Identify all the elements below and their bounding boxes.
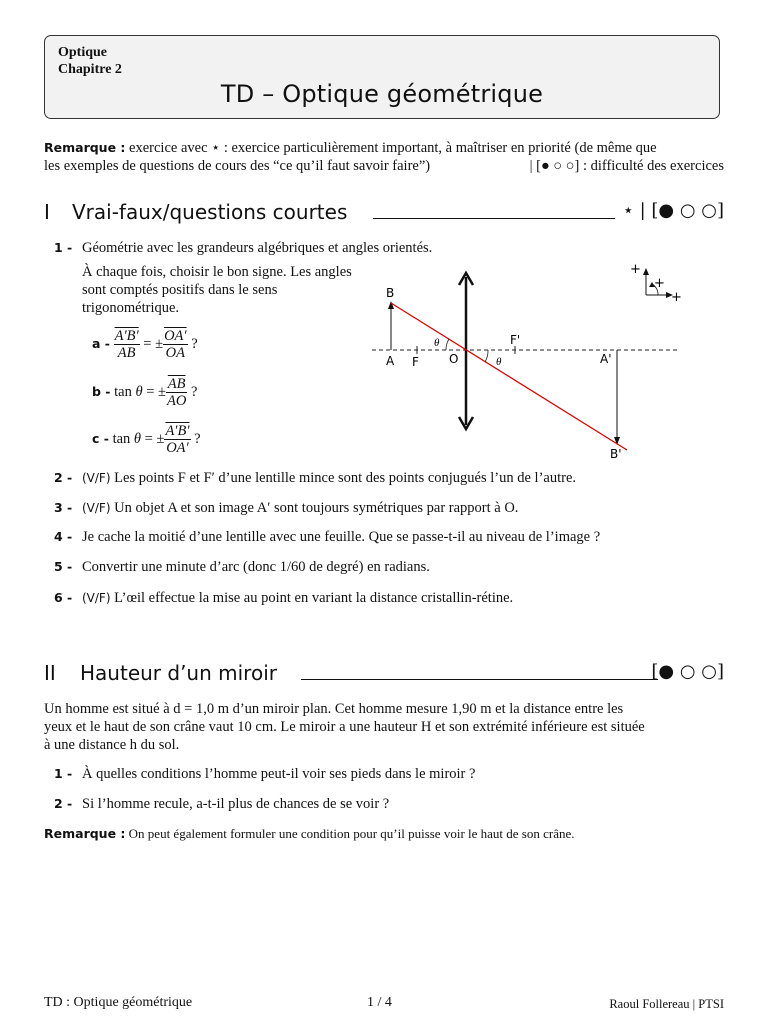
question-2-1-text: À quelles conditions l’homme peut-il voir ses pieds dans le miroir ? — [82, 766, 476, 782]
fraction-OAp-over-OA: $\frac{OA'}{OA}$ — [164, 328, 187, 361]
section-2-remark — [44, 825, 724, 843]
lens-diagram — [360, 255, 720, 470]
question-2-2-text: Si l’homme recule, a-t-il plus de chances de se voir ? — [82, 796, 390, 812]
angle-arc-left — [446, 339, 449, 350]
section-2-paragraph — [44, 700, 724, 754]
section-1-rule — [373, 218, 615, 219]
subquestion-c: c - tan θ = ± $\frac{A'B'}{OA'}$ ? — [92, 423, 201, 456]
header-box — [44, 35, 720, 119]
subject-label: Optique — [58, 45, 108, 60]
question-1-6-vf: (V/F) — [82, 591, 111, 605]
question-2-2 — [54, 795, 389, 813]
chapter-label: Chapitre 2 — [58, 62, 122, 77]
angle-arc-right — [485, 350, 488, 362]
label-A: A — [386, 354, 395, 368]
remark-top-text3: | [● ○ ○] : difficulté des exercices — [529, 158, 724, 174]
label-O: O — [449, 352, 459, 366]
section-2-paragraph-line2: yeux et le haut de son crâne vaut 10 cm. Le miroir a une hauteur H et son extrémité inférieure est située — [44, 719, 645, 735]
section-2-number: II — [44, 661, 56, 685]
label-Fp: F' — [510, 333, 521, 347]
question-1-2-number: 2 - — [54, 470, 73, 485]
remark-top-text1: exercice avec ⋆ : exercice particulièrement important, à maîtriser en priorité (de même que — [129, 140, 657, 156]
label-B: B — [386, 286, 395, 300]
question-2-1 — [54, 765, 475, 783]
question-1-5-text: Convertir une minute d’arc (donc 1/60 de degré) en radians. — [82, 559, 430, 575]
label-plus-y: + — [630, 262, 641, 277]
footer-right: Raoul Follereau | PTSI — [609, 997, 724, 1011]
subquestion-a: a - $\frac{A'B'}{AB}$ = ± $\frac{OA'}{OA}$ ? — [92, 328, 198, 361]
question-1-1-text: Géométrie avec les grandeurs algébriques et angles orientés. — [82, 240, 433, 256]
section-2-title: Hauteur d’un miroir — [80, 661, 277, 685]
question-1-2-text: Les points F et F′ d’une lentille mince sont des points conjugués l’un de l’autre. — [114, 470, 577, 486]
section-2-difficulty: [● ○ ○] — [651, 661, 724, 682]
label-Bp: B' — [610, 447, 622, 461]
section-2-paragraph-line3: à une distance h du sol. — [44, 737, 180, 753]
label-theta-left: θ — [434, 337, 440, 349]
light-ray — [391, 303, 627, 450]
question-2-1-number: 1 - — [54, 766, 73, 781]
remark-top-label: Remarque : — [44, 140, 126, 155]
page-title: TD – Optique géométrique — [220, 80, 544, 108]
footer-page: 1 / 4 — [367, 995, 392, 1010]
question-1-1-intro: À chaque fois, choisir le bon signe. Les angles sont comptés positifs dans le sens trigonométrique. — [82, 264, 352, 316]
question-1-5-number: 5 - — [54, 559, 73, 574]
fraction-ApBp-over-AB: $\frac{A'B'}{AB}$ — [114, 328, 139, 361]
question-1-4-number: 4 - — [54, 529, 73, 544]
question-1-4 — [54, 528, 600, 546]
remark-top — [44, 139, 724, 175]
question-1-3-text: Un objet A et son image A′ sont toujours symétriques par rapport à O. — [114, 500, 519, 516]
label-theta-right: θ — [496, 356, 502, 368]
section-2-heading — [44, 661, 724, 689]
orientation-y-head — [643, 268, 649, 275]
remark-top-text2: les exemples de questions de cours des “ce qu’il faut savoir faire”) — [44, 158, 431, 174]
section-1-number: I — [44, 200, 50, 224]
question-1-3-number: 3 - — [54, 500, 73, 515]
question-1-6-text: L’œil effectue la mise au point en variant la distance cristallin-rétine. — [114, 590, 514, 606]
subquestion-c-label: c - — [92, 430, 109, 446]
label-plus-x: + — [671, 290, 682, 305]
section-1-heading — [44, 200, 724, 228]
question-1-1-number: 1 - — [54, 240, 73, 255]
section-2-paragraph-line1: Un homme est situé à d = 1,0 m d’un miroir plan. Cet homme mesure 1,90 m et la distance entre les — [44, 701, 624, 717]
subquestion-b: b - tan θ = ± $\frac{\overline{AB}}{AO}$ ? — [92, 376, 198, 409]
section-2-remark-text: On peut également formuler une condition pour qu’il puisse voir le haut de son crâne. — [128, 826, 575, 841]
question-1-5 — [54, 558, 430, 576]
section-1-difficulty: ⋆ | [● ○ ○] — [622, 200, 724, 221]
label-Ap: A' — [600, 352, 612, 366]
question-1-6-number: 6 - — [54, 590, 73, 605]
section-2-rule — [301, 679, 658, 680]
label-plus-angle: + — [654, 276, 665, 291]
subquestion-b-label: b - — [92, 383, 111, 399]
question-1-4-text: Je cache la moitié d’une lentille avec une feuille. Que se passe-t-il au niveau de l’image ? — [82, 529, 601, 545]
question-2-2-number: 2 - — [54, 796, 73, 811]
question-1-2 — [54, 469, 576, 487]
section-2-remark-label: Remarque : — [44, 826, 126, 841]
subquestion-a-label: a - — [92, 335, 110, 351]
question-1-2-vf: (V/F) — [82, 471, 111, 485]
fraction-AB-over-AO: $\frac{\overline{AB}}{AO}$ — [166, 376, 187, 409]
label-F: F — [412, 355, 419, 369]
question-1-3-vf: (V/F) — [82, 501, 111, 515]
question-1-6 — [54, 589, 513, 607]
footer-left: TD : Optique géométrique — [44, 995, 193, 1010]
fraction-ApBp-over-OAp: $\frac{A'B'}{OA'}$ — [165, 423, 190, 456]
section-1-title: Vrai-faux/questions courtes — [72, 200, 348, 224]
question-1-3 — [54, 499, 518, 517]
